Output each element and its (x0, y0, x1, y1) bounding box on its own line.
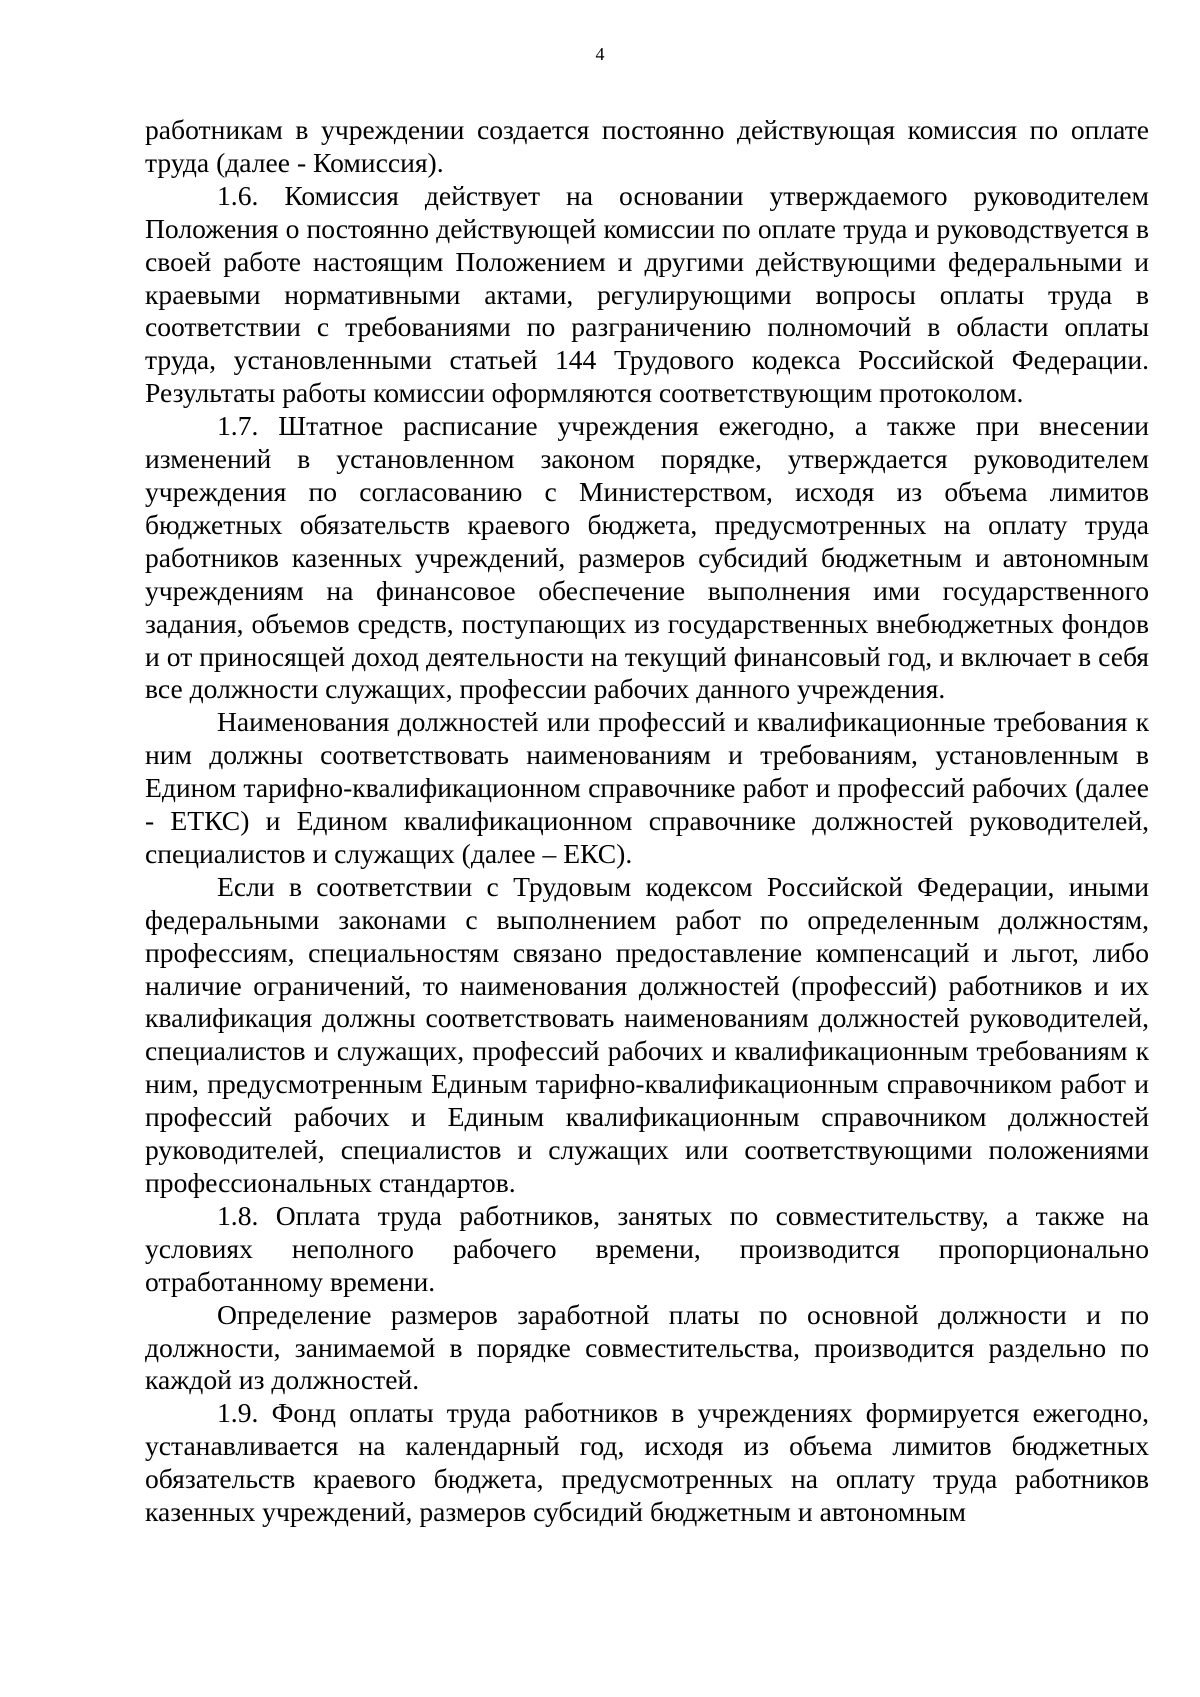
paragraph-position-names: Наименования должностей или профессий и квалификационные требования к ним должны соответствовать наименованиям и требованиям, установленным в Едином тарифно-квалификационном справочнике работ и профессий рабочих (далее - ЕТКС) и Едином квалификационном справочнике должностей руководителей, специалистов и служащих (далее – ЕКС). (145, 706, 1149, 869)
paragraph-compensation: Если в соответствии с Трудовым кодексом Российской Федерации, иными федеральными законами с выполнением работ по определенным должностям, профессиям, специальностям связано предоставление компенсаций и льгот, либо наличие ограничений, то наименования должностей (профессий) работников и их квалификация должны соответствовать наименованиям должностей руководителей, специалистов и служащих, профессий рабочих и квалификационным требованиям к ним, предусмотренным Единым тарифно-квалификационным справочником работ и профессий рабочих и Единым квалификационным справочником должностей руководителей, специалистов и служащих или соответствующими положениями профессиональных стандартов. (145, 870, 1149, 1198)
paragraph-1-7: 1.7. Штатное расписание учреждения ежегодно, а также при внесении изменений в установленном законом порядке, утверждается руководителем учреждения по согласованию с Министерством, исходя из объема лимитов бюджетных обязательств краевого бюджета, предусмотренных на оплату труда работников казенных учреждений, размеров субсидий бюджетным и автономным учреждениям на финансовое обеспечение выполнения ими государственного задания, объемов средств, поступающих из государственных внебюджетных фондов и от приносящей доход деятельности на текущий финансовый год, и включает в себя все должности служащих, профессии рабочих данного учреждения. (145, 410, 1149, 705)
paragraph-1-8: 1.8. Оплата труда работников, занятых по совместительству, а также на условиях неполного рабочего времени, производится пропорционально отработанному времени. (145, 1199, 1149, 1297)
paragraph-1-6: 1.6. Комиссия действует на основании утверждаемого руководителем Положения о постоянно действующей комиссии по оплате труда и руководствуется в своей работе настоящим Положением и другими действующими федеральными и краевыми нормативными актами, регулирующими вопросы оплаты труда в соответствии с требованиями по разграничению полномочий в области оплаты труда, установленными статьей 144 Трудового кодекса Российской Федерации. Результаты работы комиссии оформляются соответствующим протоколом. (145, 179, 1149, 409)
paragraph-1-9: 1.9. Фонд оплаты труда работников в учреждениях формируется ежегодно, устанавливается на календарный год, исходя из объема лимитов бюджетных обязательств краевого бюджета, предусмотренных на оплату труда работников казенных учреждений, размеров субсидий бюджетным и автономным (145, 1397, 1149, 1528)
document-body (145, 114, 1149, 1529)
page-number: 4 (595, 44, 605, 64)
paragraph-continuation: работникам в учреждении создается постоянно действующая комиссия по оплате труда (далее - Комиссия). (145, 114, 1149, 178)
paragraph-salary-definition: Определение размеров заработной платы по основной должности и по должности, занимаемой в порядке совместительства, производится раздельно по каждой из должностей. (145, 1298, 1149, 1396)
